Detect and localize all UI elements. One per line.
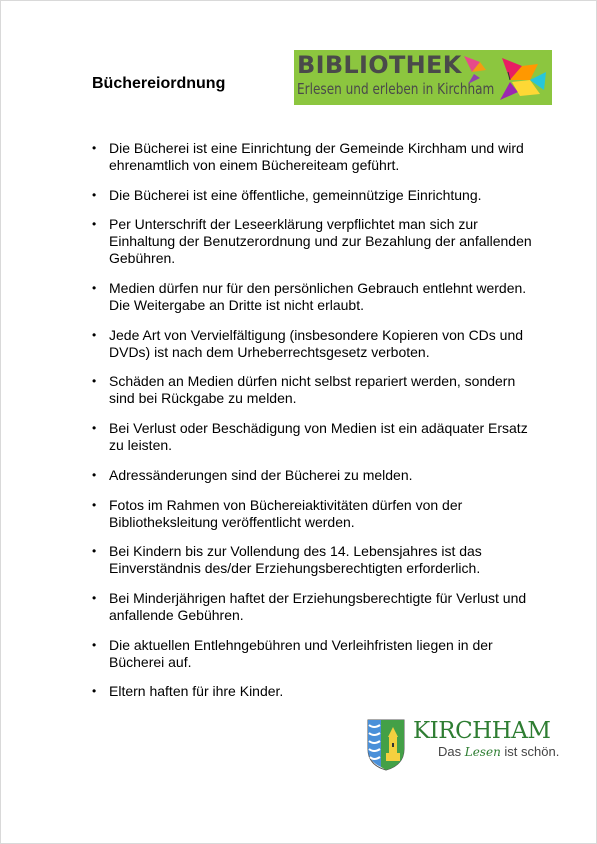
brand-name: KIRCHHAM [413, 718, 551, 744]
list-item: • Medien dürfen nur für den persönlichen Gebrauch entlehnt werden. Die Weitergabe an Dritte ist nicht erlaubt. [92, 280, 542, 314]
list-item: • Eltern haften für ihre Kinder. [92, 683, 542, 700]
list-item: • Die Bücherei ist eine öffentliche, gemeinnützige Einrichtung. [92, 187, 542, 204]
page-title: Büchereiordnung [92, 75, 226, 92]
list-item: • Per Unterschrift der Leseerklärung verpflichtet man sich zur Einhaltung der Benutzerordnung und zur Bezahlung der anfallenden Gebühren. [92, 216, 542, 267]
list-item: • Bei Kindern bis zur Vollendung des 14. Lebensjahres ist das Einverständnis des/der Erziehungsberechtigten erforderlich. [92, 543, 542, 577]
list-item: • Die aktuellen Entlehngebühren und Verleihfristen liegen in der Bücherei auf. [92, 637, 542, 671]
list-item: • Fotos im Rahmen von Büchereiaktivitäten dürfen von der Bibliotheksleitung veröffentlicht werden. [92, 497, 542, 531]
coat-of-arms-icon [367, 719, 405, 771]
banner-subtitle: Erlesen und erleben in Kirchham [297, 80, 495, 98]
list-item: • Adressänderungen sind der Bücherei zu melden. [92, 467, 542, 484]
list-item: • Bei Verlust oder Beschädigung von Medien ist ein adäquater Ersatz zu leisten. [92, 420, 542, 454]
library-banner [294, 50, 552, 105]
banner-title: BIBLIOTHEK [297, 51, 462, 79]
butterfly-icon [460, 50, 552, 105]
list-item: • Bei Minderjährigen haftet der Erziehungsberechtigte für Verlust und anfallende Gebühren. [92, 590, 542, 624]
list-item: • Jede Art von Vervielfältigung (insbesondere Kopieren von CDs und DVDs) ist nach dem Urheberrechtsgesetz verboten. [92, 327, 542, 361]
list-item: • Die Bücherei ist eine Einrichtung der Gemeinde Kirchham und wird ehrenamtlich von einem Büchereiteam geführt. [92, 140, 542, 174]
slogan-post: ist schön. [500, 744, 560, 759]
kirchham-logo [413, 718, 559, 759]
rules-list [92, 140, 542, 713]
brand-slogan [438, 744, 559, 759]
list-item: • Schäden an Medien dürfen nicht selbst repariert werden, sondern sind bei Rückgabe zu melden. [92, 373, 542, 407]
slogan-lesen: Lesen [464, 745, 501, 759]
slogan-pre: Das [438, 744, 465, 759]
